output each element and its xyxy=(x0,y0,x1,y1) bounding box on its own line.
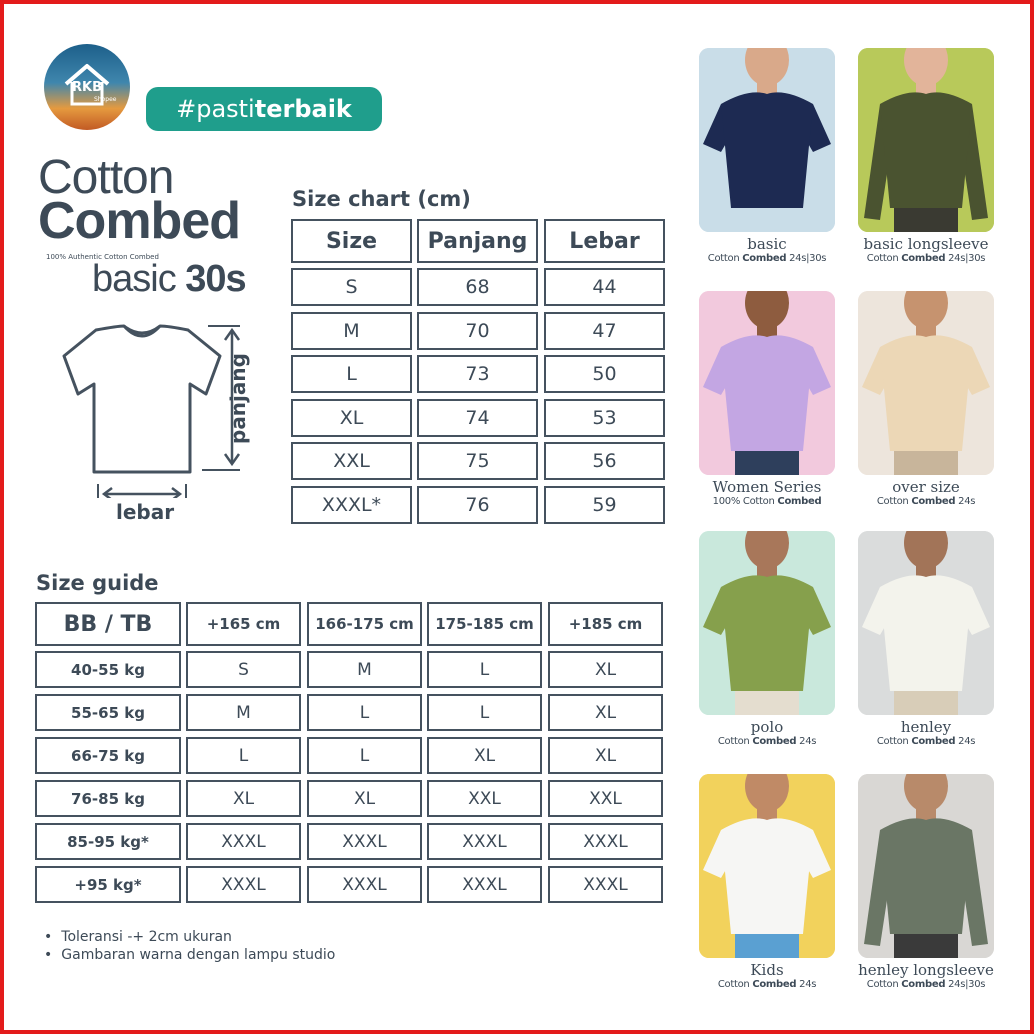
hashtag-prefix: #pasti xyxy=(176,95,255,123)
size-guide-row-label: 55-65 kg xyxy=(35,694,181,731)
product-spec: Cotton Combed 24s xyxy=(876,736,976,747)
brand-tagline: 100% Authentic Cotton Combed xyxy=(46,253,159,261)
size-chart-cell: 47 xyxy=(544,312,665,350)
product-spec: Cotton Combed 24s xyxy=(876,496,976,507)
size-guide-row-label: 76-85 kg xyxy=(35,780,181,817)
length-label: panjang xyxy=(226,353,250,444)
size-chart-cell: M xyxy=(291,312,412,350)
size-guide-cell: L xyxy=(186,737,301,774)
size-chart-cell: XXXL* xyxy=(291,486,412,524)
product-caption xyxy=(841,236,1011,265)
size-guide-title: Size guide xyxy=(36,571,159,595)
size-guide-header: +165 cm xyxy=(186,602,301,646)
product-spec: Cotton Combed 24s|30s xyxy=(707,253,827,264)
hashtag-badge xyxy=(146,87,382,131)
product-name: henley xyxy=(900,718,952,736)
size-guide-cell: XXXL xyxy=(307,866,422,903)
note-item: • Gambaran warna dengan lampu studio xyxy=(44,946,335,964)
size-chart-cell: 68 xyxy=(417,268,538,306)
size-guide-cell: XXXL xyxy=(548,866,663,903)
size-chart-header: Panjang xyxy=(417,219,538,263)
size-chart-cell: 44 xyxy=(544,268,665,306)
product-name: Women Series xyxy=(712,478,822,496)
product-spec: 100% Cotton Combed xyxy=(712,496,822,507)
logo-subtext: Shopee xyxy=(94,96,117,103)
size-chart-header: Size xyxy=(291,219,412,263)
size-chart-cell: L xyxy=(291,355,412,393)
product-spec: Cotton Combed 24s|30s xyxy=(866,979,986,990)
size-guide-cell: M xyxy=(307,651,422,688)
size-guide-cell: M xyxy=(186,694,301,731)
size-guide-row-label: +95 kg* xyxy=(35,866,181,903)
size-guide-cell: XXXL xyxy=(427,866,542,903)
brand-variant-light: basic xyxy=(92,258,186,300)
product-photo xyxy=(858,774,994,958)
size-chart-cell: 74 xyxy=(417,399,538,437)
size-chart-header: Lebar xyxy=(544,219,665,263)
brand-variant-bold: 30s xyxy=(185,258,246,300)
size-guide-cell: L xyxy=(307,737,422,774)
size-chart-cell: 56 xyxy=(544,442,665,480)
product-photo xyxy=(699,291,835,475)
size-guide-header: 166-175 cm xyxy=(307,602,422,646)
size-guide-header: +185 cm xyxy=(548,602,663,646)
product-photo xyxy=(699,774,835,958)
size-guide-cell: XL xyxy=(307,780,422,817)
size-guide-cell: XL xyxy=(186,780,301,817)
size-guide-cell: L xyxy=(307,694,422,731)
product-spec: Cotton Combed 24s xyxy=(717,736,817,747)
brand-line-combed: Combed xyxy=(38,192,240,250)
product-photo xyxy=(699,48,835,232)
size-chart-cell: 73 xyxy=(417,355,538,393)
size-guide-header: BB / TB xyxy=(35,602,181,646)
product-caption xyxy=(841,479,1011,508)
product-spec: Cotton Combed 24s|30s xyxy=(866,253,986,264)
size-chart-cell: 53 xyxy=(544,399,665,437)
size-guide-cell: XXXL xyxy=(186,866,301,903)
product-caption xyxy=(841,962,1011,991)
size-chart-cell: 50 xyxy=(544,355,665,393)
product-name: over size xyxy=(892,478,960,496)
size-guide-cell: XXXL xyxy=(186,823,301,860)
product-name: polo xyxy=(750,718,784,736)
size-chart-cell: XL xyxy=(291,399,412,437)
notes-list xyxy=(44,928,335,964)
size-chart-cell: XXL xyxy=(291,442,412,480)
tshirt-diagram-icon xyxy=(58,318,248,498)
product-name: Kids xyxy=(750,961,784,979)
size-guide-row-label: 85-95 kg* xyxy=(35,823,181,860)
product-caption xyxy=(682,236,852,265)
size-guide-row-label: 40-55 kg xyxy=(35,651,181,688)
brand-variant xyxy=(92,258,246,301)
product-photo xyxy=(858,531,994,715)
product-photo xyxy=(858,291,994,475)
size-chart-cell: 59 xyxy=(544,486,665,524)
size-guide-header: 175-185 cm xyxy=(427,602,542,646)
product-caption xyxy=(841,719,1011,748)
size-guide-cell: L xyxy=(427,651,542,688)
size-guide-cell: S xyxy=(186,651,301,688)
product-caption xyxy=(682,962,852,991)
size-guide-cell: XL xyxy=(548,651,663,688)
product-caption xyxy=(682,479,852,508)
note-item: • Toleransi -+ 2cm ukuran xyxy=(44,928,335,946)
size-guide-cell: XL xyxy=(548,737,663,774)
size-chart-cell: 75 xyxy=(417,442,538,480)
logo-text: RKB xyxy=(72,80,102,95)
product-name: basic longsleeve xyxy=(863,235,989,253)
size-guide-cell: XXL xyxy=(427,780,542,817)
size-chart-cell: 76 xyxy=(417,486,538,524)
size-guide-cell: XXL xyxy=(548,780,663,817)
product-photo xyxy=(699,531,835,715)
product-photo xyxy=(858,48,994,232)
product-name: henley longsleeve xyxy=(858,961,994,979)
hashtag-bold: terbaik xyxy=(254,95,352,123)
size-guide-cell: L xyxy=(427,694,542,731)
size-guide-cell: XL xyxy=(548,694,663,731)
size-guide-row-label: 66-75 kg xyxy=(35,737,181,774)
width-label: lebar xyxy=(116,500,175,524)
product-caption xyxy=(682,719,852,748)
product-name: basic xyxy=(747,235,787,253)
size-chart-title: Size chart (cm) xyxy=(292,187,471,211)
size-guide-cell: XL xyxy=(427,737,542,774)
size-guide-cell: XXXL xyxy=(548,823,663,860)
size-chart-cell: 70 xyxy=(417,312,538,350)
size-chart-cell: S xyxy=(291,268,412,306)
brand-logo xyxy=(44,44,130,130)
size-guide-cell: XXXL xyxy=(427,823,542,860)
brand-line-cotton: Cotton xyxy=(38,151,174,204)
product-spec: Cotton Combed 24s xyxy=(717,979,817,990)
size-guide-cell: XXXL xyxy=(307,823,422,860)
